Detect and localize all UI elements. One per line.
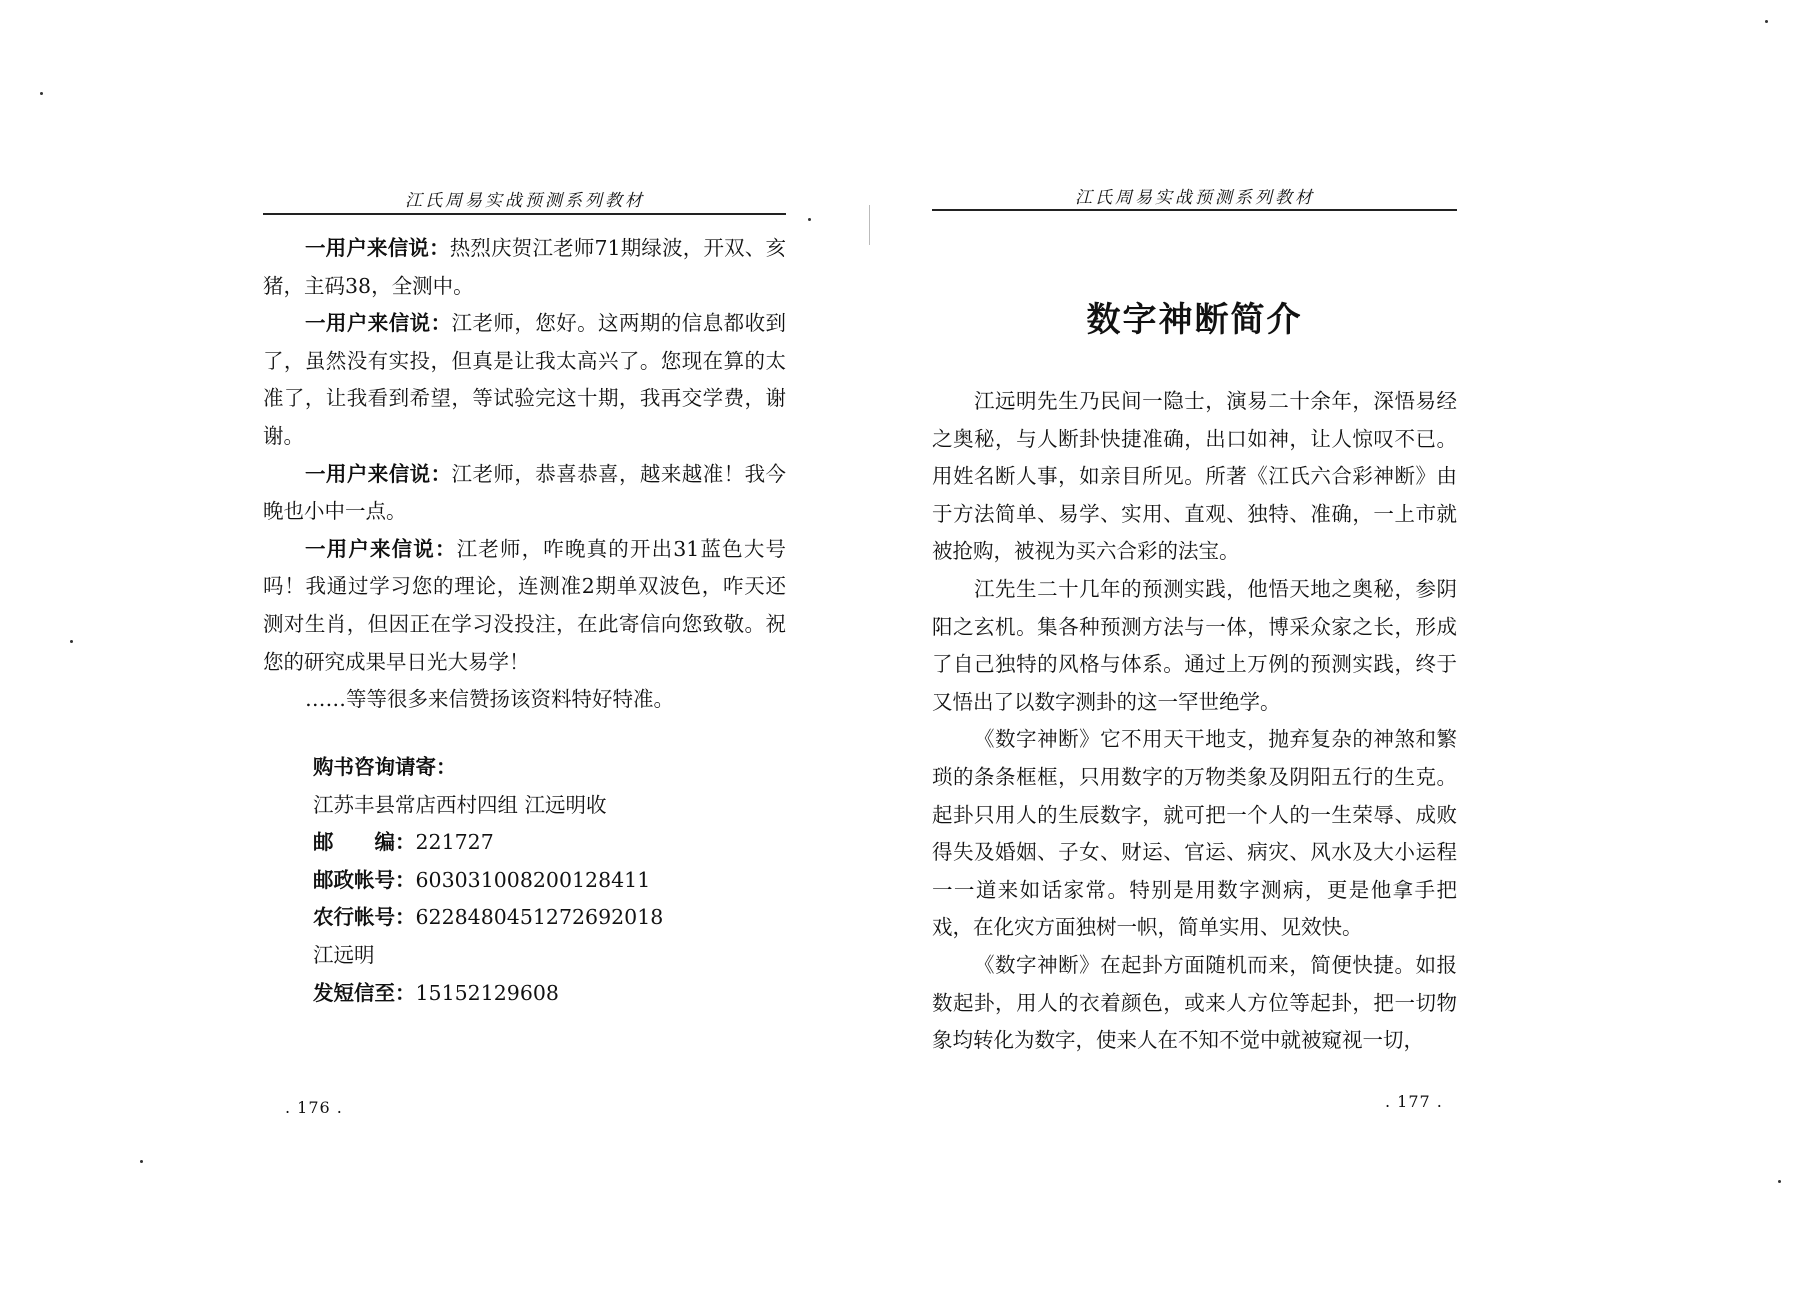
contact-address: 江苏丰县常店西村四组 江远明收 (313, 792, 607, 817)
contact-value: 15152129608 (415, 980, 559, 1005)
page-number: . 176 . (285, 1098, 343, 1117)
testimonials (263, 230, 786, 719)
testimonial-lead: 一用户来信说： (305, 461, 452, 486)
contact-value: 6228480451272692018 (415, 905, 664, 930)
contact-key: 发短信至： (313, 980, 416, 1005)
testimonial-text: ……等等很多来信赞扬该资料特好特准。 (305, 687, 674, 712)
purchase-contact (313, 749, 763, 1012)
testimonial-paragraph (263, 456, 786, 531)
contact-key: 邮 编： (313, 830, 416, 855)
testimonial-lead: 一用户来信说： (305, 536, 457, 561)
page-number: . 177 . (1385, 1092, 1443, 1111)
header-rule (932, 209, 1457, 211)
right-page (880, 0, 1800, 1311)
contact-value: 江远明 (313, 942, 375, 967)
testimonial-text: 江老师，您好。这两期的信息都收到了，虽然没有实投，但真是让我太高兴了。您现在算的太准了，让我看到希望，等试验完这十期，我再交学费，谢谢。 (263, 311, 787, 448)
contact-row-postcode (313, 824, 763, 862)
contact-key: 邮政帐号： (313, 867, 416, 892)
header-rule (263, 213, 786, 215)
intro-paragraph: 《数字神断》在起卦方面随机而来，简便快捷。如报数起卦，用人的衣着颜色，或来人方位等起卦，把一切物象均转化为数字，使来人在不知不觉中就被窥视一切， (932, 952, 1457, 1053)
testimonial-lead: 一用户来信说： (305, 236, 450, 260)
intro-paragraph: 江先生二十几年的预测实践，他悟天地之奥秘，参阴阳之玄机。集各种预测方法与一体，博采众家之长，形成了自己独特的风格与体系。通过上万例的预测实践，终于又悟出了以数字测卦的这一罕世绝学。 (932, 576, 1457, 714)
running-head: 江氏周易实战预测系列教材 (405, 191, 645, 211)
contact-row-name (313, 937, 763, 975)
testimonial-paragraph (263, 230, 786, 305)
intro-paragraph: 江远明先生乃民间一隐士，演易二十余年，深悟易经之奥秘，与人断卦快捷准确，出口如神，让人惊叹不已。用姓名断人事，如亲目所见。所著《江氏六合彩神断》由于方法简单、易学、实用、直观、独特、准确，一上市就被抢购，被视为买六合彩的法宝。 (932, 389, 1457, 564)
testimonial-lead: 一用户来信说： (305, 311, 452, 336)
left-page (0, 0, 880, 1311)
testimonial-paragraph (263, 531, 786, 681)
contact-value: 603031008200128411 (415, 867, 651, 892)
contact-heading: 购书咨询请寄： (313, 755, 457, 779)
contact-row-sms (313, 975, 763, 1013)
introduction-text (932, 383, 1457, 1060)
intro-paragraph: 《数字神断》它不用天干地支，抛弃复杂的神煞和繁琐的条条框框，只用数字的万物类象及阴阳五行的生克。起卦只用人的生辰数字，就可把一个人的一生荣辱、成败得失及婚姻、子女、财运、官运、病灾、风水及大小运程一一道来如话家常。特别是用数字测病，更是他拿手把戏，在化灾方面独树一帜，简单实用、见效快。 (932, 727, 1457, 940)
testimonial-text: 热烈庆贺江老师71期绿波，开双、亥猪，主码38，全测中。 (263, 236, 786, 298)
testimonial-paragraph (263, 305, 786, 455)
testimonial-text: 江老师，恭喜恭喜，越来越准！我今晚也小中一点。 (263, 461, 787, 524)
contact-row-postal-account (313, 862, 763, 900)
contact-key: 农行帐号： (313, 905, 416, 930)
contact-row-bank-account (313, 899, 763, 937)
testimonial-paragraph (263, 681, 786, 719)
running-head: 江氏周易实战预测系列教材 (1075, 188, 1315, 208)
contact-value: 221727 (415, 830, 494, 855)
testimonial-text: 江老师，咋晚真的开出31蓝色大号吗！我通过学习您的理论，连测准2期单双波色，咋天还测对生肖，但因正在学习没投注，在此寄信向您致敬。祝您的研究成果早日光大易学！ (263, 536, 786, 674)
chapter-title: 数字神断简介 (1086, 300, 1303, 340)
